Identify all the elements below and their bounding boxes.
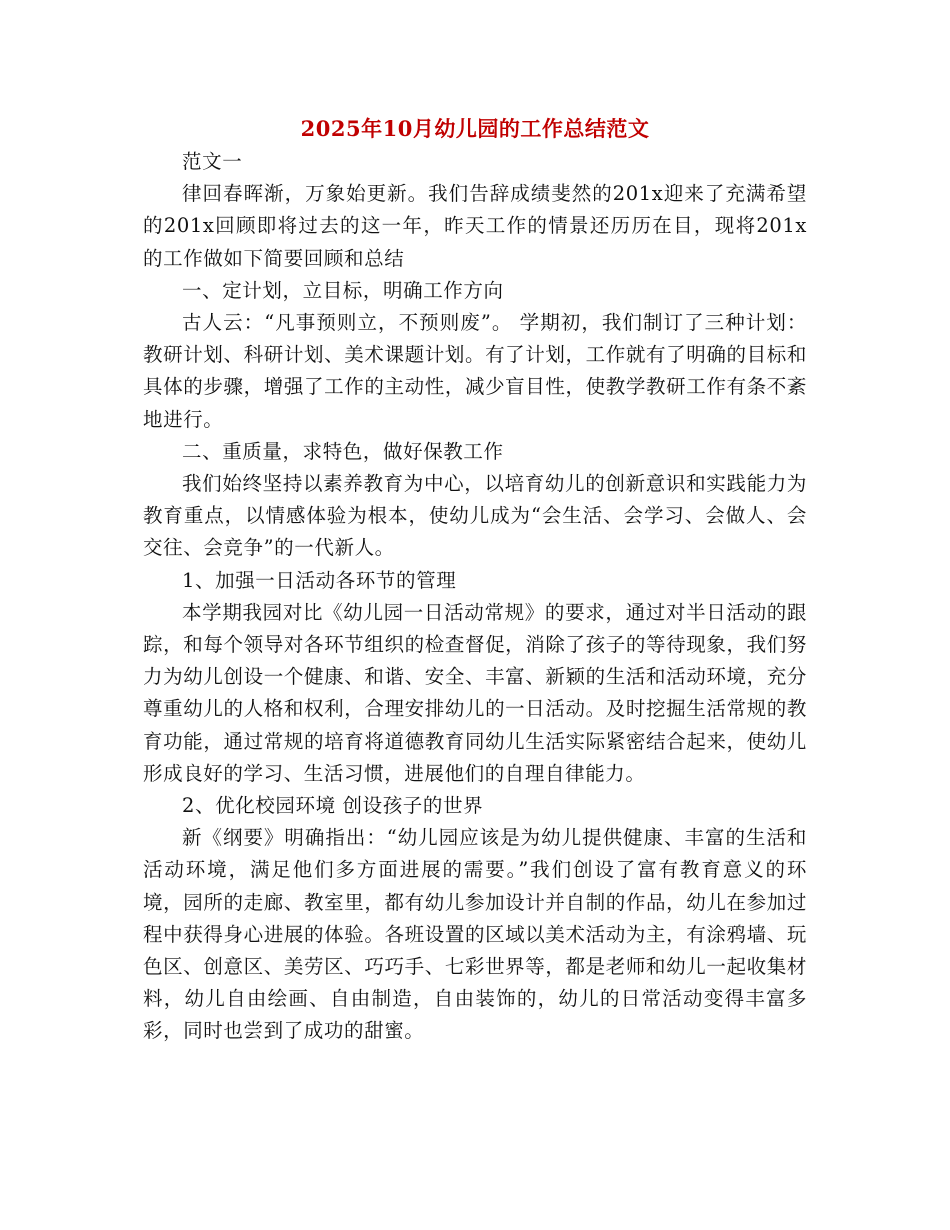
intro-paragraph: 律回春晖渐，万象始更新。我们告辞成绩斐然的201x迎来了充满希望的201x回顾即将过去的这一年，昨天工作的情景还历历在目，现将201x的工作做如下简要回顾和总结 — [143, 182, 807, 270]
document-body — [143, 146, 807, 1048]
paragraph-daily-activities: 本学期我园对比《幼儿园一日活动常规》的要求，通过对半日活动的跟踪，和每个领导对各环节组织的检查督促，消除了孩子的等待现象，我们努力为幼儿创设一个健康、和谐、安全、丰富、新颖的生活和活动环境，充分尊重幼儿的人格和权利，合理安排幼儿的一日活动。及时挖掘生活常规的教育功能，通过常规的培育将道德教育同幼儿生活实际紧密结合起来，使幼儿形成良好的学习、生活习惯，进展他们的自理自律能力。 — [143, 600, 807, 785]
heading-1: 一、定计划，立目标，明确工作方向 — [182, 278, 504, 302]
subheading-2: 2、优化校园环境 创设孩子的世界 — [182, 794, 484, 818]
paragraph-plan: 古人云：“凡事预则立，不预则废”。 学期初，我们制订了三种计划：教研计划、科研计划、美术课题计划。有了计划，工作就有了明确的目标和具体的步骤，增强了工作的主动性，减少盲目性，使教学教研工作有条不紊地进行。 — [143, 311, 807, 431]
paragraph-environment: 新《纲要》明确指出：“幼儿园应该是为幼儿提供健康、丰富的生活和活动环境，满足他们多方面进展的需要。”我们创设了富有教育意义的环境，园所的走廊、教室里，都有幼儿参加设计并自制的作品，幼儿在参加过程中获得身心进展的体验。各班设置的区域以美术活动为主，有涂鸦墙、玩色区、创意区、美劳区、巧巧手、七彩世界等，都是老师和幼儿一起收集材料，幼儿自由绘画、自由制造，自由装饰的，幼儿的日常活动变得丰富多彩，同时也尝到了成功的甜蜜。 — [143, 826, 807, 1043]
subheading-1: 1、加强一日活动各环节的管理 — [182, 568, 457, 592]
section-label: 范文一 — [182, 150, 243, 173]
document-title: 2025年10月幼儿园的工作总结范文 — [300, 116, 650, 141]
heading-2: 二、重质量，求特色，做好保教工作 — [182, 439, 504, 463]
paragraph-quality: 我们始终坚持以素养教育为中心，以培育幼儿的创新意识和实践能力为教育重点，以情感体验为根本，使幼儿成为“会生活、会学习、会做人、会交往、会竞争”的一代新人。 — [143, 472, 807, 560]
